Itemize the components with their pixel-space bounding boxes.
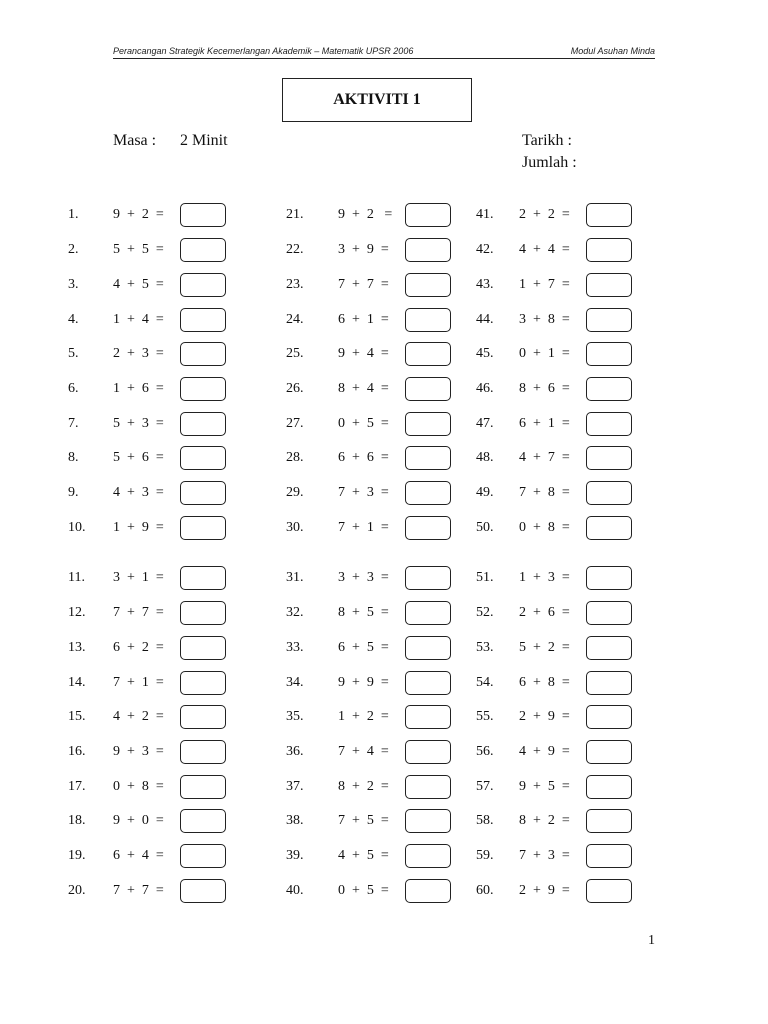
question-expression: 8 + 6 =	[519, 381, 570, 396]
answer-box[interactable]	[180, 342, 226, 366]
question-number: 4.	[68, 312, 79, 327]
answer-box[interactable]	[180, 308, 226, 332]
question-number: 2.	[68, 242, 79, 257]
question-number: 60.	[476, 883, 494, 898]
question-expression: 2 + 2 =	[519, 207, 570, 222]
question-number: 23.	[286, 277, 304, 292]
answer-box[interactable]	[586, 809, 632, 833]
question-number: 52.	[476, 605, 494, 620]
question-number: 17.	[68, 779, 86, 794]
question-number: 38.	[286, 813, 304, 828]
question-expression: 6 + 1 =	[519, 416, 570, 431]
answer-box[interactable]	[586, 705, 632, 729]
question-number: 42.	[476, 242, 494, 257]
answer-box[interactable]	[586, 775, 632, 799]
question-expression: 7 + 1 =	[113, 675, 164, 690]
page-number: 1	[648, 933, 655, 948]
question-expression: 0 + 8 =	[519, 520, 570, 535]
question-number: 43.	[476, 277, 494, 292]
answer-box[interactable]	[405, 203, 451, 227]
answer-box[interactable]	[180, 203, 226, 227]
answer-box[interactable]	[405, 775, 451, 799]
question-expression: 3 + 1 =	[113, 570, 164, 585]
answer-box[interactable]	[405, 844, 451, 868]
question-expression: 5 + 3 =	[113, 416, 164, 431]
question-expression: 1 + 2 =	[338, 709, 389, 724]
question-number: 15.	[68, 709, 86, 724]
answer-box[interactable]	[180, 412, 226, 436]
tarikh-label: Tarikh :	[522, 132, 572, 149]
question-number: 18.	[68, 813, 86, 828]
question-expression: 9 + 9 =	[338, 675, 389, 690]
header-right-text: Modul Asuhan Minda	[570, 46, 655, 56]
question-expression: 7 + 5 =	[338, 813, 389, 828]
question-number: 46.	[476, 381, 494, 396]
question-expression: 7 + 1 =	[338, 520, 389, 535]
question-number: 58.	[476, 813, 494, 828]
question-number: 6.	[68, 381, 79, 396]
answer-box[interactable]	[180, 446, 226, 470]
answer-box[interactable]	[405, 566, 451, 590]
question-number: 36.	[286, 744, 304, 759]
question-expression: 2 + 9 =	[519, 883, 570, 898]
jumlah-label: Jumlah :	[522, 154, 577, 171]
question-number: 1.	[68, 207, 79, 222]
question-number: 24.	[286, 312, 304, 327]
answer-box[interactable]	[180, 775, 226, 799]
question-number: 30.	[286, 520, 304, 535]
question-number: 44.	[476, 312, 494, 327]
question-number: 37.	[286, 779, 304, 794]
answer-box[interactable]	[180, 516, 226, 540]
question-expression: 6 + 2 =	[113, 640, 164, 655]
answer-box[interactable]	[180, 377, 226, 401]
answer-box[interactable]	[405, 377, 451, 401]
question-expression: 3 + 9 =	[338, 242, 389, 257]
answer-box[interactable]	[405, 809, 451, 833]
answer-box[interactable]	[180, 879, 226, 903]
question-expression: 8 + 2 =	[519, 813, 570, 828]
answer-box[interactable]	[405, 308, 451, 332]
answer-box[interactable]	[586, 377, 632, 401]
answer-box[interactable]	[180, 566, 226, 590]
question-expression: 5 + 6 =	[113, 450, 164, 465]
answer-box[interactable]	[586, 342, 632, 366]
question-number: 19.	[68, 848, 86, 863]
answer-box[interactable]	[405, 238, 451, 262]
question-number: 25.	[286, 346, 304, 361]
question-number: 31.	[286, 570, 304, 585]
question-expression: 6 + 6 =	[338, 450, 389, 465]
question-expression: 6 + 1 =	[338, 312, 389, 327]
answer-box[interactable]	[405, 481, 451, 505]
question-number: 53.	[476, 640, 494, 655]
question-expression: 8 + 4 =	[338, 381, 389, 396]
question-number: 12.	[68, 605, 86, 620]
question-expression: 7 + 7 =	[338, 277, 389, 292]
answer-box[interactable]	[586, 740, 632, 764]
question-expression: 4 + 2 =	[113, 709, 164, 724]
question-expression: 9 + 5 =	[519, 779, 570, 794]
question-expression: 4 + 9 =	[519, 744, 570, 759]
question-expression: 2 + 9 =	[519, 709, 570, 724]
answer-box[interactable]	[180, 636, 226, 660]
answer-box[interactable]	[180, 740, 226, 764]
answer-box[interactable]	[405, 601, 451, 625]
answer-box[interactable]	[586, 879, 632, 903]
question-expression: 6 + 5 =	[338, 640, 389, 655]
question-number: 54.	[476, 675, 494, 690]
question-expression: 7 + 8 =	[519, 485, 570, 500]
answer-box[interactable]	[586, 446, 632, 470]
question-expression: 3 + 3 =	[338, 570, 389, 585]
question-expression: 6 + 4 =	[113, 848, 164, 863]
question-number: 56.	[476, 744, 494, 759]
question-expression: 9 + 0 =	[113, 813, 164, 828]
question-expression: 1 + 6 =	[113, 381, 164, 396]
question-number: 20.	[68, 883, 86, 898]
answer-box[interactable]	[180, 481, 226, 505]
answer-box[interactable]	[405, 273, 451, 297]
question-number: 16.	[68, 744, 86, 759]
question-expression: 0 + 1 =	[519, 346, 570, 361]
answer-box[interactable]	[180, 671, 226, 695]
activity-title: AKTIVITI 1	[282, 78, 472, 122]
question-expression: 7 + 3 =	[519, 848, 570, 863]
answer-box[interactable]	[180, 809, 226, 833]
answer-box[interactable]	[405, 412, 451, 436]
answer-box[interactable]	[180, 273, 226, 297]
question-expression: 9 + 3 =	[113, 744, 164, 759]
question-number: 35.	[286, 709, 304, 724]
question-expression: 9 + 2 =	[338, 207, 393, 222]
question-number: 41.	[476, 207, 494, 222]
question-expression: 4 + 3 =	[113, 485, 164, 500]
question-number: 48.	[476, 450, 494, 465]
question-number: 9.	[68, 485, 79, 500]
question-expression: 4 + 4 =	[519, 242, 570, 257]
question-number: 22.	[286, 242, 304, 257]
answer-box[interactable]	[405, 740, 451, 764]
answer-box[interactable]	[405, 446, 451, 470]
question-number: 29.	[286, 485, 304, 500]
answer-box[interactable]	[180, 238, 226, 262]
answer-box[interactable]	[405, 671, 451, 695]
question-expression: 2 + 3 =	[113, 346, 164, 361]
answer-box[interactable]	[180, 844, 226, 868]
question-number: 26.	[286, 381, 304, 396]
answer-box[interactable]	[405, 516, 451, 540]
question-expression: 6 + 8 =	[519, 675, 570, 690]
question-number: 8.	[68, 450, 79, 465]
question-expression: 7 + 3 =	[338, 485, 389, 500]
question-expression: 0 + 5 =	[338, 416, 389, 431]
question-expression: 7 + 7 =	[113, 883, 164, 898]
masa-value: 2 Minit	[180, 132, 228, 149]
question-number: 57.	[476, 779, 494, 794]
question-expression: 0 + 8 =	[113, 779, 164, 794]
question-expression: 9 + 4 =	[338, 346, 389, 361]
question-number: 28.	[286, 450, 304, 465]
answer-box[interactable]	[586, 671, 632, 695]
question-expression: 2 + 6 =	[519, 605, 570, 620]
question-expression: 0 + 5 =	[338, 883, 389, 898]
answer-box[interactable]	[405, 342, 451, 366]
question-number: 27.	[286, 416, 304, 431]
answer-box[interactable]	[586, 601, 632, 625]
question-expression: 9 + 2 =	[113, 207, 164, 222]
answer-box[interactable]	[586, 566, 632, 590]
question-number: 32.	[286, 605, 304, 620]
answer-box[interactable]	[586, 516, 632, 540]
answer-box[interactable]	[586, 636, 632, 660]
question-number: 39.	[286, 848, 304, 863]
answer-box[interactable]	[180, 601, 226, 625]
answer-box[interactable]	[405, 636, 451, 660]
question-number: 3.	[68, 277, 79, 292]
question-number: 55.	[476, 709, 494, 724]
question-expression: 1 + 4 =	[113, 312, 164, 327]
question-expression: 1 + 3 =	[519, 570, 570, 585]
question-expression: 3 + 8 =	[519, 312, 570, 327]
page-header	[113, 45, 655, 59]
question-number: 59.	[476, 848, 494, 863]
question-number: 50.	[476, 520, 494, 535]
answer-box[interactable]	[405, 879, 451, 903]
question-expression: 7 + 4 =	[338, 744, 389, 759]
question-number: 13.	[68, 640, 86, 655]
question-number: 10.	[68, 520, 86, 535]
question-expression: 7 + 7 =	[113, 605, 164, 620]
answer-box[interactable]	[180, 705, 226, 729]
answer-box[interactable]	[586, 412, 632, 436]
question-expression: 4 + 5 =	[338, 848, 389, 863]
question-expression: 5 + 2 =	[519, 640, 570, 655]
question-number: 49.	[476, 485, 494, 500]
question-number: 21.	[286, 207, 304, 222]
question-expression: 8 + 5 =	[338, 605, 389, 620]
question-expression: 1 + 7 =	[519, 277, 570, 292]
answer-box[interactable]	[586, 273, 632, 297]
question-number: 11.	[68, 570, 85, 585]
question-number: 34.	[286, 675, 304, 690]
question-number: 14.	[68, 675, 86, 690]
question-expression: 4 + 7 =	[519, 450, 570, 465]
question-number: 51.	[476, 570, 494, 585]
question-expression: 8 + 2 =	[338, 779, 389, 794]
answer-box[interactable]	[586, 203, 632, 227]
question-expression: 1 + 9 =	[113, 520, 164, 535]
answer-box[interactable]	[586, 481, 632, 505]
question-number: 45.	[476, 346, 494, 361]
question-number: 33.	[286, 640, 304, 655]
answer-box[interactable]	[405, 705, 451, 729]
question-expression: 4 + 5 =	[113, 277, 164, 292]
answer-box[interactable]	[586, 844, 632, 868]
question-number: 40.	[286, 883, 304, 898]
answer-box[interactable]	[586, 308, 632, 332]
question-number: 7.	[68, 416, 79, 431]
header-left-text: Perancangan Strategik Kecemerlangan Akademik – Matematik UPSR 2006	[113, 46, 414, 56]
answer-box[interactable]	[586, 238, 632, 262]
masa-label: Masa :	[113, 132, 157, 149]
question-number: 47.	[476, 416, 494, 431]
question-expression: 5 + 5 =	[113, 242, 164, 257]
question-number: 5.	[68, 346, 79, 361]
